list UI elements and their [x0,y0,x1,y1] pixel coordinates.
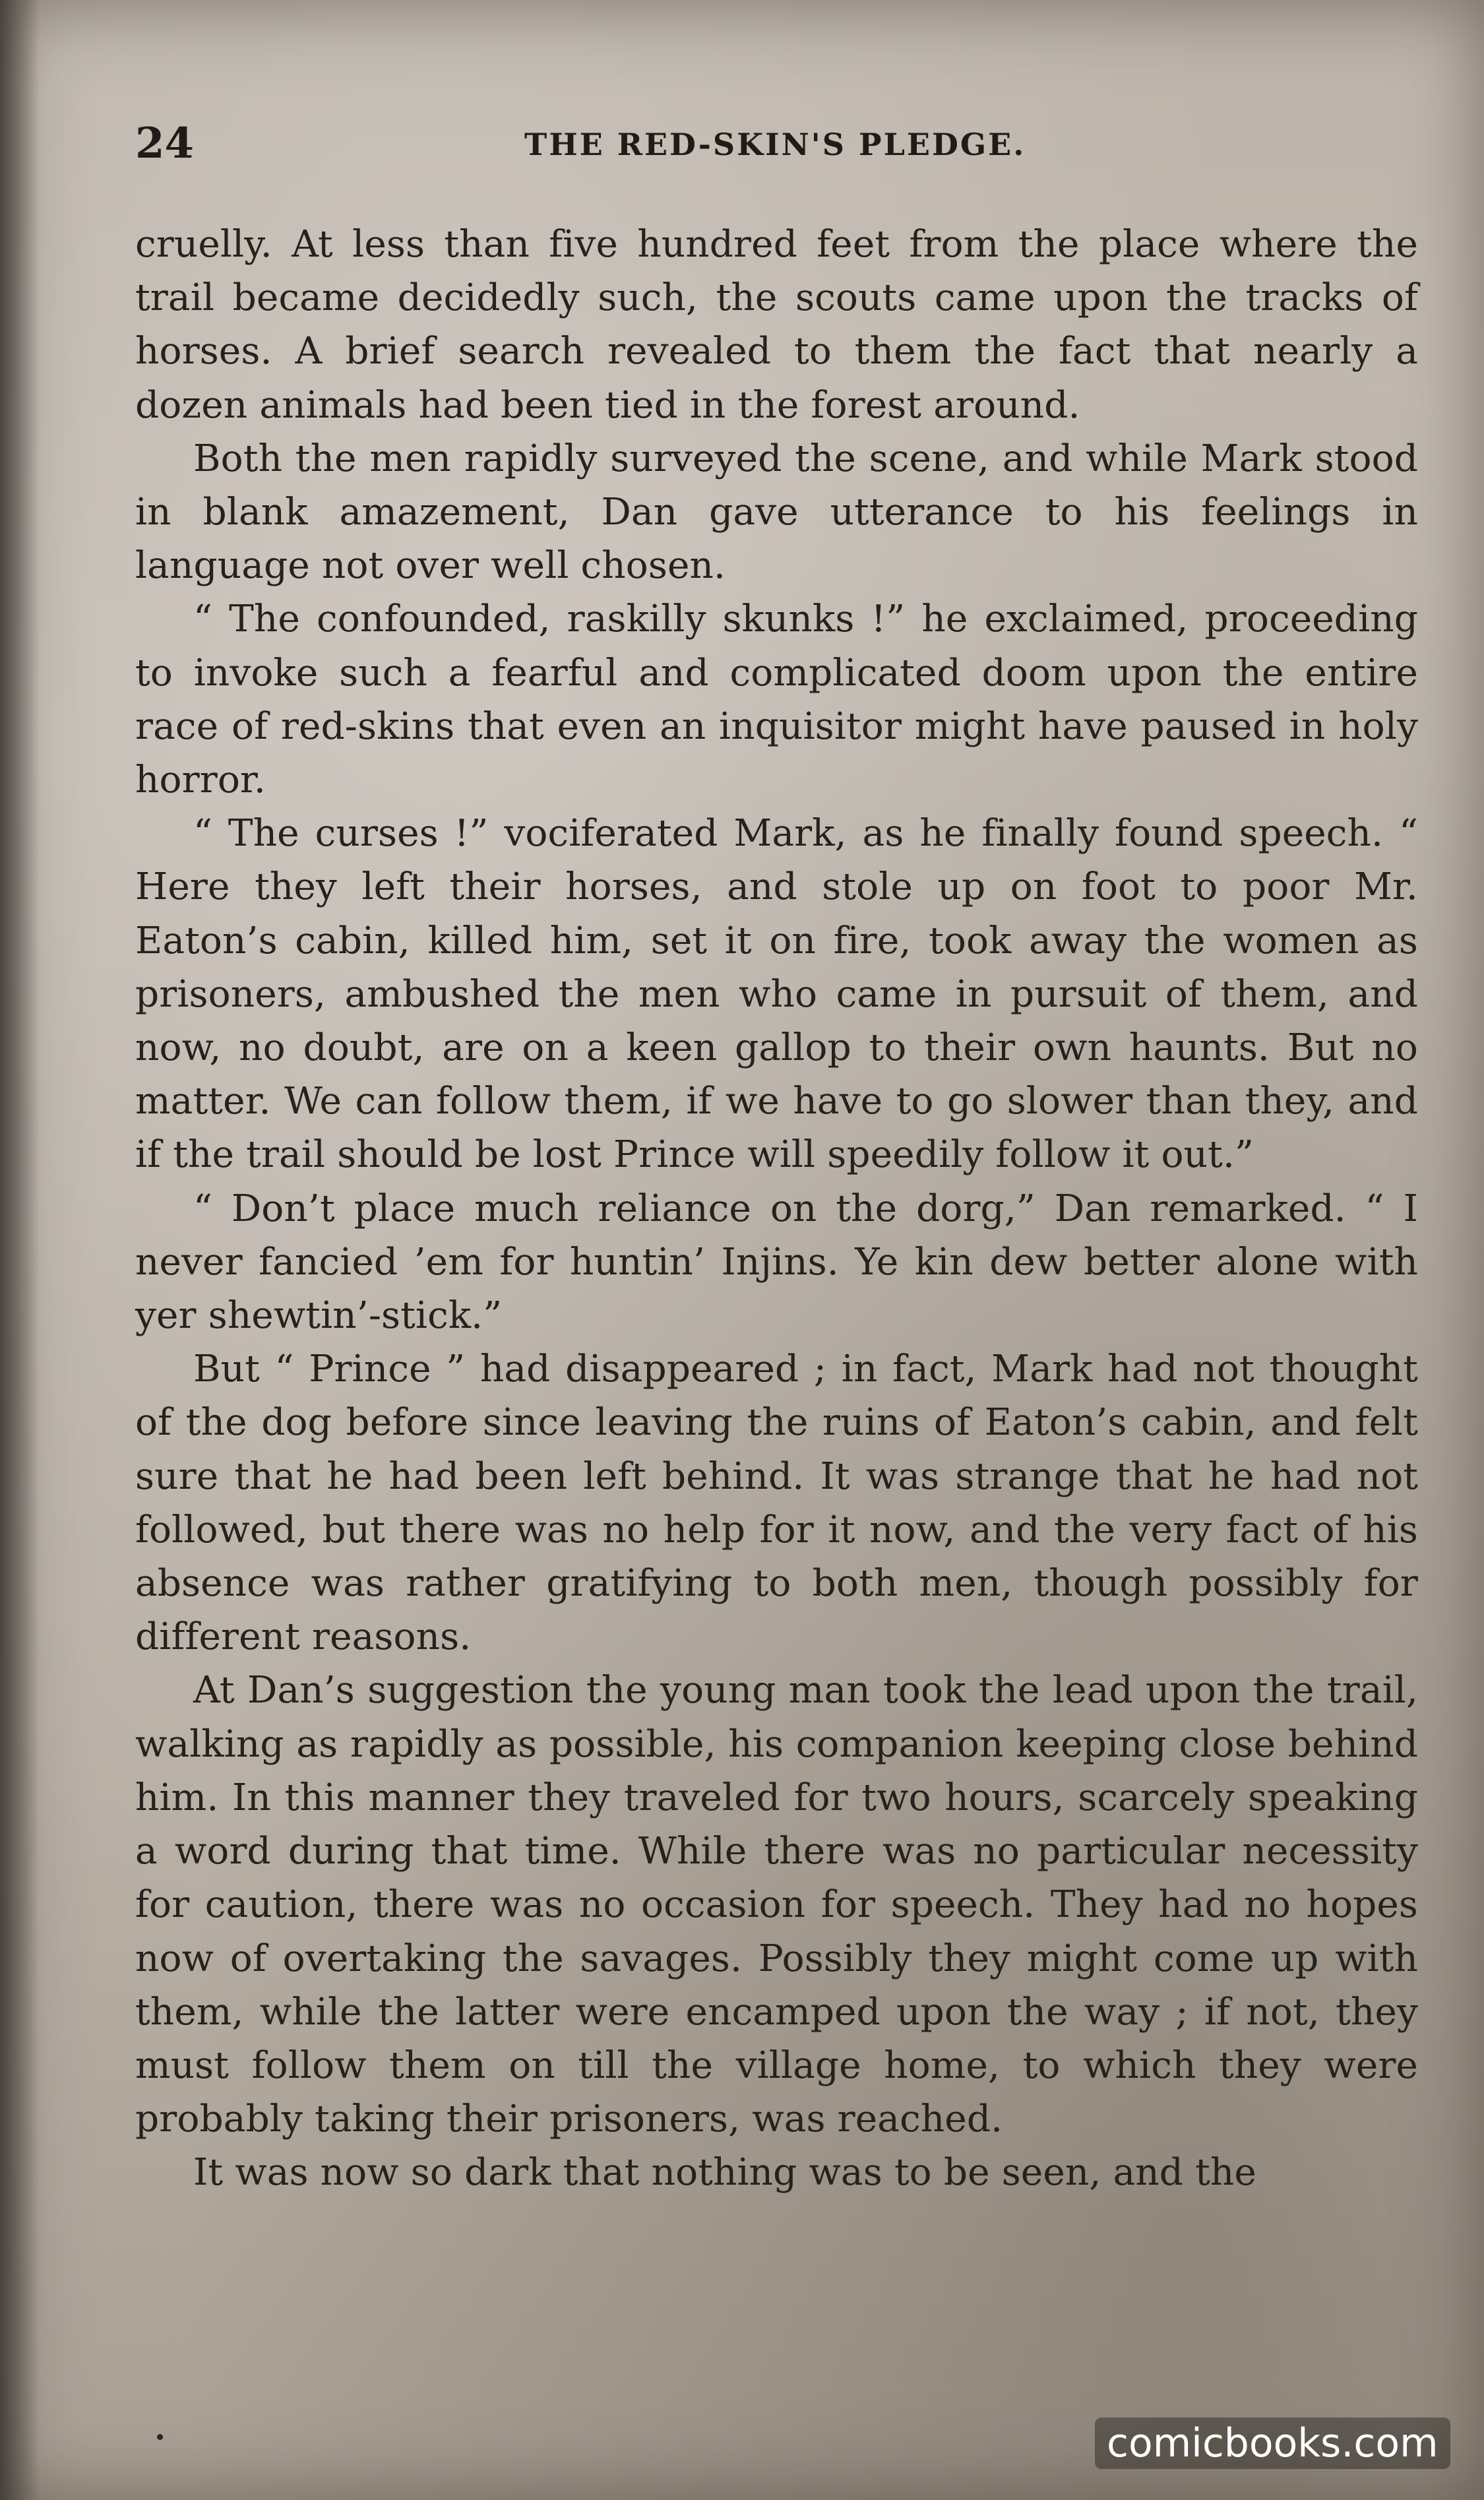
paragraph: “ Don’t place much reliance on the dorg,” Dan remarked. “ I never fancied ’em for huntin’ Injins. Ye kin dew better alone with yer shewtin’-stick.” [135,1187,1418,1338]
paragraph: “ The confounded, raskilly skunks !” he exclaimed, proceeding to invoke such a fearful and complicated doom upon the entire race of red-skins that even an inquisitor might have paused in holy horror. [135,598,1418,802]
body-text [135,218,1418,2200]
running-head: THE RED-SKIN'S PLEDGE. [524,127,1026,162]
paragraph: cruelly. At less than five hundred feet from the place where the trail became decidedly such, the scouts came upon the tracks of horses. A brief search revealed to them the fact that nearly a dozen animals had been tied in the forest around. [135,223,1418,427]
paragraph: But “ Prince ” had disappeared ; in fact, Mark had not thought of the dog before since leaving the ruins of Eaton’s cabin, and felt sure that he had been left behind. It was strange that he had not followed, but there was no help for it now, and the very fact of his absence was rather gratifying to both men, though possibly for different reasons. [135,1348,1418,1659]
watermark: comicbooks.com [1095,2418,1450,2469]
paragraph: At Dan’s suggestion the young man took the lead upon the trail, walking as rapidly as possible, his companion keeping close behind him. In this manner they traveled for two hours, scarcely speaking a word during that time. While there was no particular necessity for caution, there was no occasion for speech. They had no hopes now of overtaking the savages. Possibly they might come up with them, while the latter were encamped upon the way ; if not, they must follow them on till the village home, to which they were probably taking their prisoners, was reached. [135,1669,1418,2141]
page-gutter-shadow [0,0,40,2500]
ink-speck [157,2434,163,2440]
page-number: 24 [135,119,195,168]
paragraph: Both the men rapidly surveyed the scene, and while Mark stood in blank amazement, Dan gave utterance to his feelings in language not over well chosen. [135,437,1418,588]
paragraph: “ The curses !” vociferated Mark, as he finally found speech. “ Here they left their horses, and stole up on foot to poor Mr. Eaton’s cabin, killed him, set it on fire, took away the women as prisoners, ambushed the men who came in pursuit of them, and now, no doubt, are on a keen gallop to their own haunts. But no matter. We can follow them, if we have to go slower than they, and if the trail should be lost Prince will speedily follow it out.” [135,812,1418,1177]
page-header [135,112,1415,178]
paragraph: It was now so dark that nothing was to be seen, and the [193,2151,1256,2195]
